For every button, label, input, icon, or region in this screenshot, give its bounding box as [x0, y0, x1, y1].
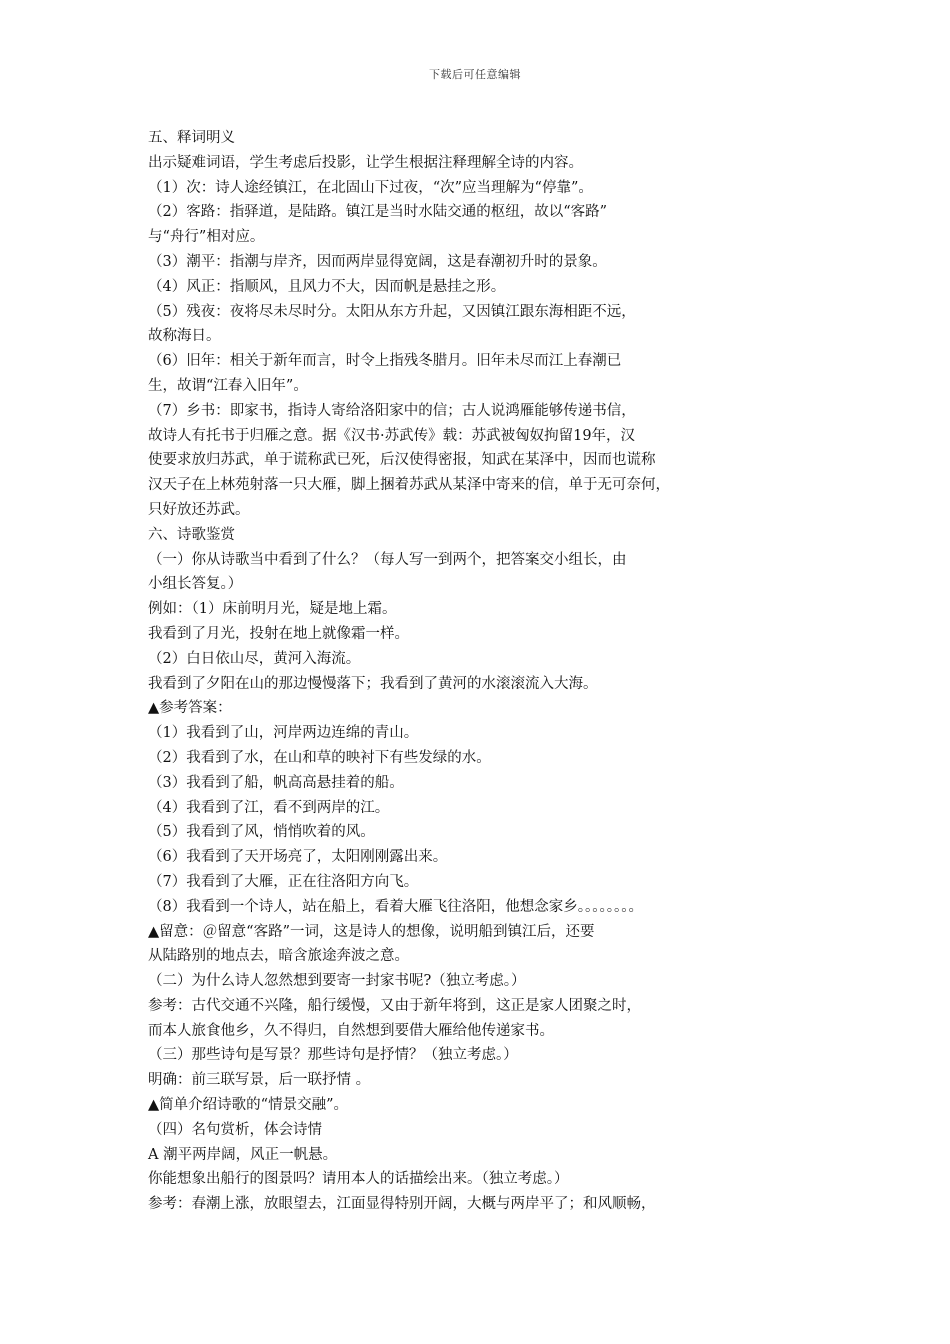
text-line: 而本人旅食他乡，久不得归，自然想到要借大雁给他传递家书。: [148, 1022, 554, 1039]
page-header: 下载后可任意编辑: [429, 68, 521, 81]
text-line: 例如：（1）床前明月光，疑是地上霜。: [148, 601, 397, 618]
text-line: ▲参考答案：: [148, 700, 232, 717]
text-line: （1）我看到了山，河岸两边连绵的青山。: [148, 725, 419, 742]
text-line: 只好放还苏武。: [148, 501, 250, 518]
text-line: 出示疑难词语，学生考虑后投影，让学生根据注释理解全诗的内容。: [148, 154, 583, 171]
text-line: （4）我看到了江，看不到两岸的江。: [148, 799, 390, 816]
text-line: （3）潮平：指潮与岸齐，因而两岸显得宽阔，这是春潮初升时的景象。: [148, 253, 607, 270]
text-line: （二）为什么诗人忽然想到要寄一封家书呢?（独立考虑。）: [148, 973, 526, 990]
text-line: 汉天子在上林苑射落一只大雁，脚上捆着苏武从某泽中寄来的信，单于无可奈何，: [148, 477, 670, 494]
text-line: 小组长答复。）: [148, 576, 243, 593]
text-line: （2）客路：指驿道，是陆路。镇江是当时水陆交通的枢纽，故以“客路”: [148, 204, 608, 221]
text-line: 参考：古代交通不兴隆，船行缓慢，又由于新年将到，这正是家人团聚之时，: [148, 997, 641, 1014]
text-line: 参考：春潮上涨，放眼望去，江面显得特别开阔，大概与两岸平了；和风顺畅，: [148, 1196, 656, 1213]
text-line: （4）风正：指顺风，且风力不大，因而帆是悬挂之形。: [148, 278, 506, 295]
text-line: （5）我看到了风，悄悄吹着的风。: [148, 824, 375, 841]
text-line: ▲简单介绍诗歌的“情景交融”。: [148, 1097, 348, 1114]
text-line: A 潮平两岸阔，风正一帆悬。: [148, 1146, 338, 1163]
section-heading: 六、诗歌鉴赏: [148, 526, 235, 543]
text-line: （7）我看到了大雁，正在往洛阳方向飞。: [148, 873, 419, 890]
text-line: （四）名句赏析，体会诗情: [148, 1121, 322, 1138]
text-line: （7）乡书：即家书，指诗人寄给洛阳家中的信；古人说鸿雁能够传递书信，: [148, 402, 636, 419]
text-line: ▲留意：＠留意“客路”一词，这是诗人的想像，说明船到镇江后，还要: [148, 923, 595, 940]
text-line: （6）旧年：相关于新年而言，时令上指残冬腊月。旧年未尽而江上春潮已: [148, 353, 622, 370]
text-line: 与“舟行”相对应。: [148, 229, 265, 246]
text-line: 我看到了夕阳在山的那边慢慢落下；我看到了黄河的水滚滚流入大海。: [148, 675, 598, 692]
text-line: （2）白日依山尽，黄河入海流。: [148, 650, 361, 667]
text-line: 我看到了月光，投射在地上就像霜一样。: [148, 625, 409, 642]
section-heading: 五、释词明义: [148, 130, 235, 146]
text-line: （2）我看到了水，在山和草的映衬下有些发绿的水。: [148, 749, 491, 766]
text-line: （一）你从诗歌当中看到了什么？（每人写一到两个，把答案交小组长，由: [148, 551, 627, 568]
text-line: （3）我看到了船，帆高高悬挂着的船。: [148, 774, 404, 791]
text-line: 你能想象出船行的图景吗？请用本人的话描绘出来。（独立考虑。）: [148, 1171, 569, 1188]
text-line: 生，故谓“江春入旧年”。: [148, 377, 308, 394]
text-line: 从陆路别的地点去，暗含旅途奔波之意。: [148, 948, 409, 965]
text-line: 故称海日。: [148, 328, 221, 345]
text-line: （三）那些诗句是写景？那些诗句是抒情？（独立考虑。）: [148, 1047, 518, 1064]
text-line: （5）残夜：夜将尽未尽时分。太阳从东方升起，又因镇江跟东海相距不远，: [148, 303, 636, 320]
text-line: 使要求放归苏武，单于谎称武已死，后汉使得密报，知武在某泽中，因而也谎称: [148, 452, 656, 469]
text-line: 明确：前三联写景，后一联抒情 。: [148, 1072, 371, 1089]
text-line: 故诗人有托书于归雁之意。据《汉书·苏武传》载：苏武被匈奴拘留19年，汉: [148, 427, 636, 444]
text-line: （6）我看到了天开场亮了，太阳刚刚露出来。: [148, 849, 448, 866]
text-line: （8）我看到一个诗人，站在船上，看着大雁飞往洛阳，他想念家乡。。。。。。。。: [148, 898, 643, 915]
document-body: [148, 126, 788, 1217]
text-line: （1）次：诗人途经镇江，在北固山下过夜，“次”应当理解为“停靠”。: [148, 179, 593, 196]
